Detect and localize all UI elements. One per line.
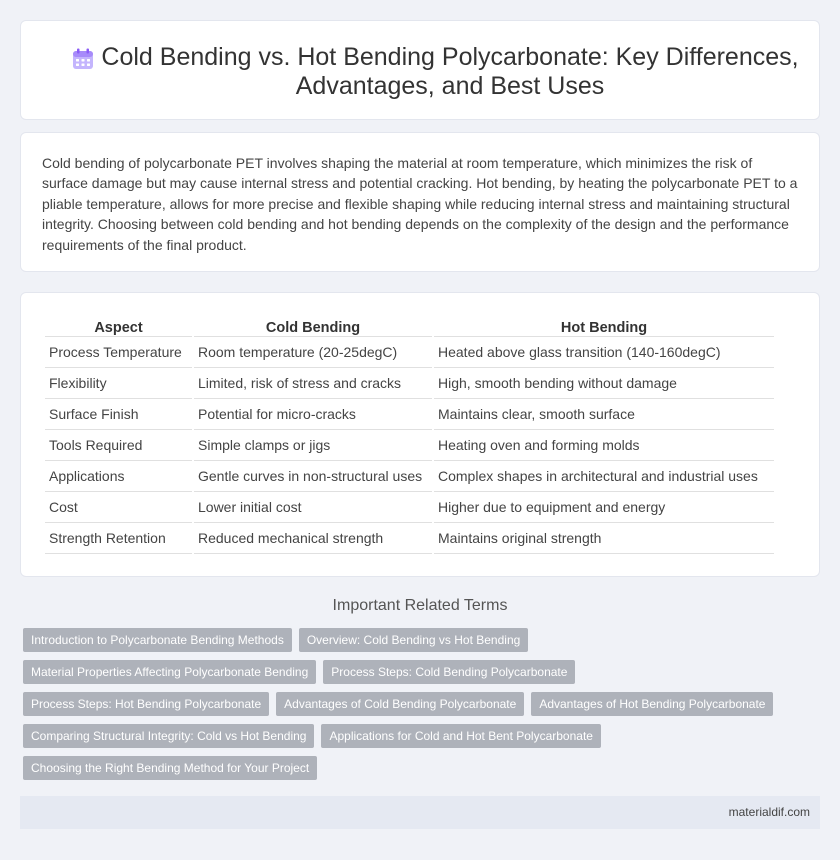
related-term-tag[interactable]: Material Properties Affecting Polycarbonate Bending <box>23 660 316 684</box>
intro-paragraph: Cold bending of polycarbonate PET involves shaping the material at room temperature, which minimizes the risk of surface damage but may cause internal stress and potential cracking. Hot bending, by heating the polycarbonate PET to a pliable temperature, allows for more precise and flexible shaping while reducing internal stress and maintaining structural integrity. Choosing between cold bending and hot bending depends on the complexity of the design and the performance requirements of the final product. <box>42 155 798 253</box>
calendar-icon <box>71 47 95 71</box>
related-term-tag[interactable]: Applications for Cold and Hot Bent Polycarbonate <box>321 724 601 748</box>
cell-cold: Lower initial cost <box>194 492 432 523</box>
cell-hot: Maintains clear, smooth surface <box>434 399 774 430</box>
related-term-tag[interactable]: Advantages of Cold Bending Polycarbonate <box>276 692 524 716</box>
header-hot-bending: Hot Bending <box>434 315 774 337</box>
cell-cold: Reduced mechanical strength <box>194 523 432 554</box>
cell-aspect: Flexibility <box>45 368 192 399</box>
page-title: Cold Bending vs. Hot Bending Polycarbonate: Key Differences, Advantages, and Best Uses <box>101 43 799 100</box>
table-header-row <box>45 315 774 337</box>
title-card <box>20 20 820 120</box>
comparison-table-card <box>20 292 820 577</box>
related-term-tag[interactable]: Choosing the Right Bending Method for Your Project <box>23 756 317 780</box>
intro-card <box>20 132 820 272</box>
cell-aspect: Strength Retention <box>45 523 192 554</box>
table-row <box>45 523 774 554</box>
cell-hot: Higher due to equipment and energy <box>434 492 774 523</box>
cell-aspect: Process Temperature <box>45 337 192 368</box>
cell-cold: Room temperature (20-25degC) <box>194 337 432 368</box>
cell-aspect: Cost <box>45 492 192 523</box>
cell-cold: Simple clamps or jigs <box>194 430 432 461</box>
table-row <box>45 461 774 492</box>
related-term-tag[interactable]: Introduction to Polycarbonate Bending Methods <box>23 628 292 652</box>
related-terms-list <box>23 628 803 780</box>
related-terms-heading: Important Related Terms <box>332 597 508 614</box>
table-row <box>45 399 774 430</box>
cell-hot: Heated above glass transition (140-160degC) <box>434 337 774 368</box>
cell-cold: Potential for micro-cracks <box>194 399 432 430</box>
comparison-table <box>43 315 776 554</box>
cell-cold: Limited, risk of stress and cracks <box>194 368 432 399</box>
related-term-tag[interactable]: Advantages of Hot Bending Polycarbonate <box>531 692 773 716</box>
cell-aspect: Surface Finish <box>45 399 192 430</box>
footer-site-link[interactable]: materialdif.com <box>728 805 810 819</box>
table-row <box>45 337 774 368</box>
cell-cold: Gentle curves in non-structural uses <box>194 461 432 492</box>
footer <box>20 796 820 829</box>
related-term-tag[interactable]: Process Steps: Cold Bending Polycarbonate <box>323 660 575 684</box>
cell-hot: High, smooth bending without damage <box>434 368 774 399</box>
table-row <box>45 368 774 399</box>
table-row <box>45 430 774 461</box>
cell-hot: Heating oven and forming molds <box>434 430 774 461</box>
cell-aspect: Tools Required <box>45 430 192 461</box>
related-term-tag[interactable]: Process Steps: Hot Bending Polycarbonate <box>23 692 269 716</box>
related-term-tag[interactable]: Comparing Structural Integrity: Cold vs Hot Bending <box>23 724 314 748</box>
table-row <box>45 492 774 523</box>
cell-hot: Maintains original strength <box>434 523 774 554</box>
header-aspect: Aspect <box>45 315 192 337</box>
header-cold-bending: Cold Bending <box>194 315 432 337</box>
related-term-tag[interactable]: Overview: Cold Bending vs Hot Bending <box>299 628 528 652</box>
cell-aspect: Applications <box>45 461 192 492</box>
cell-hot: Complex shapes in architectural and industrial uses <box>434 461 774 492</box>
